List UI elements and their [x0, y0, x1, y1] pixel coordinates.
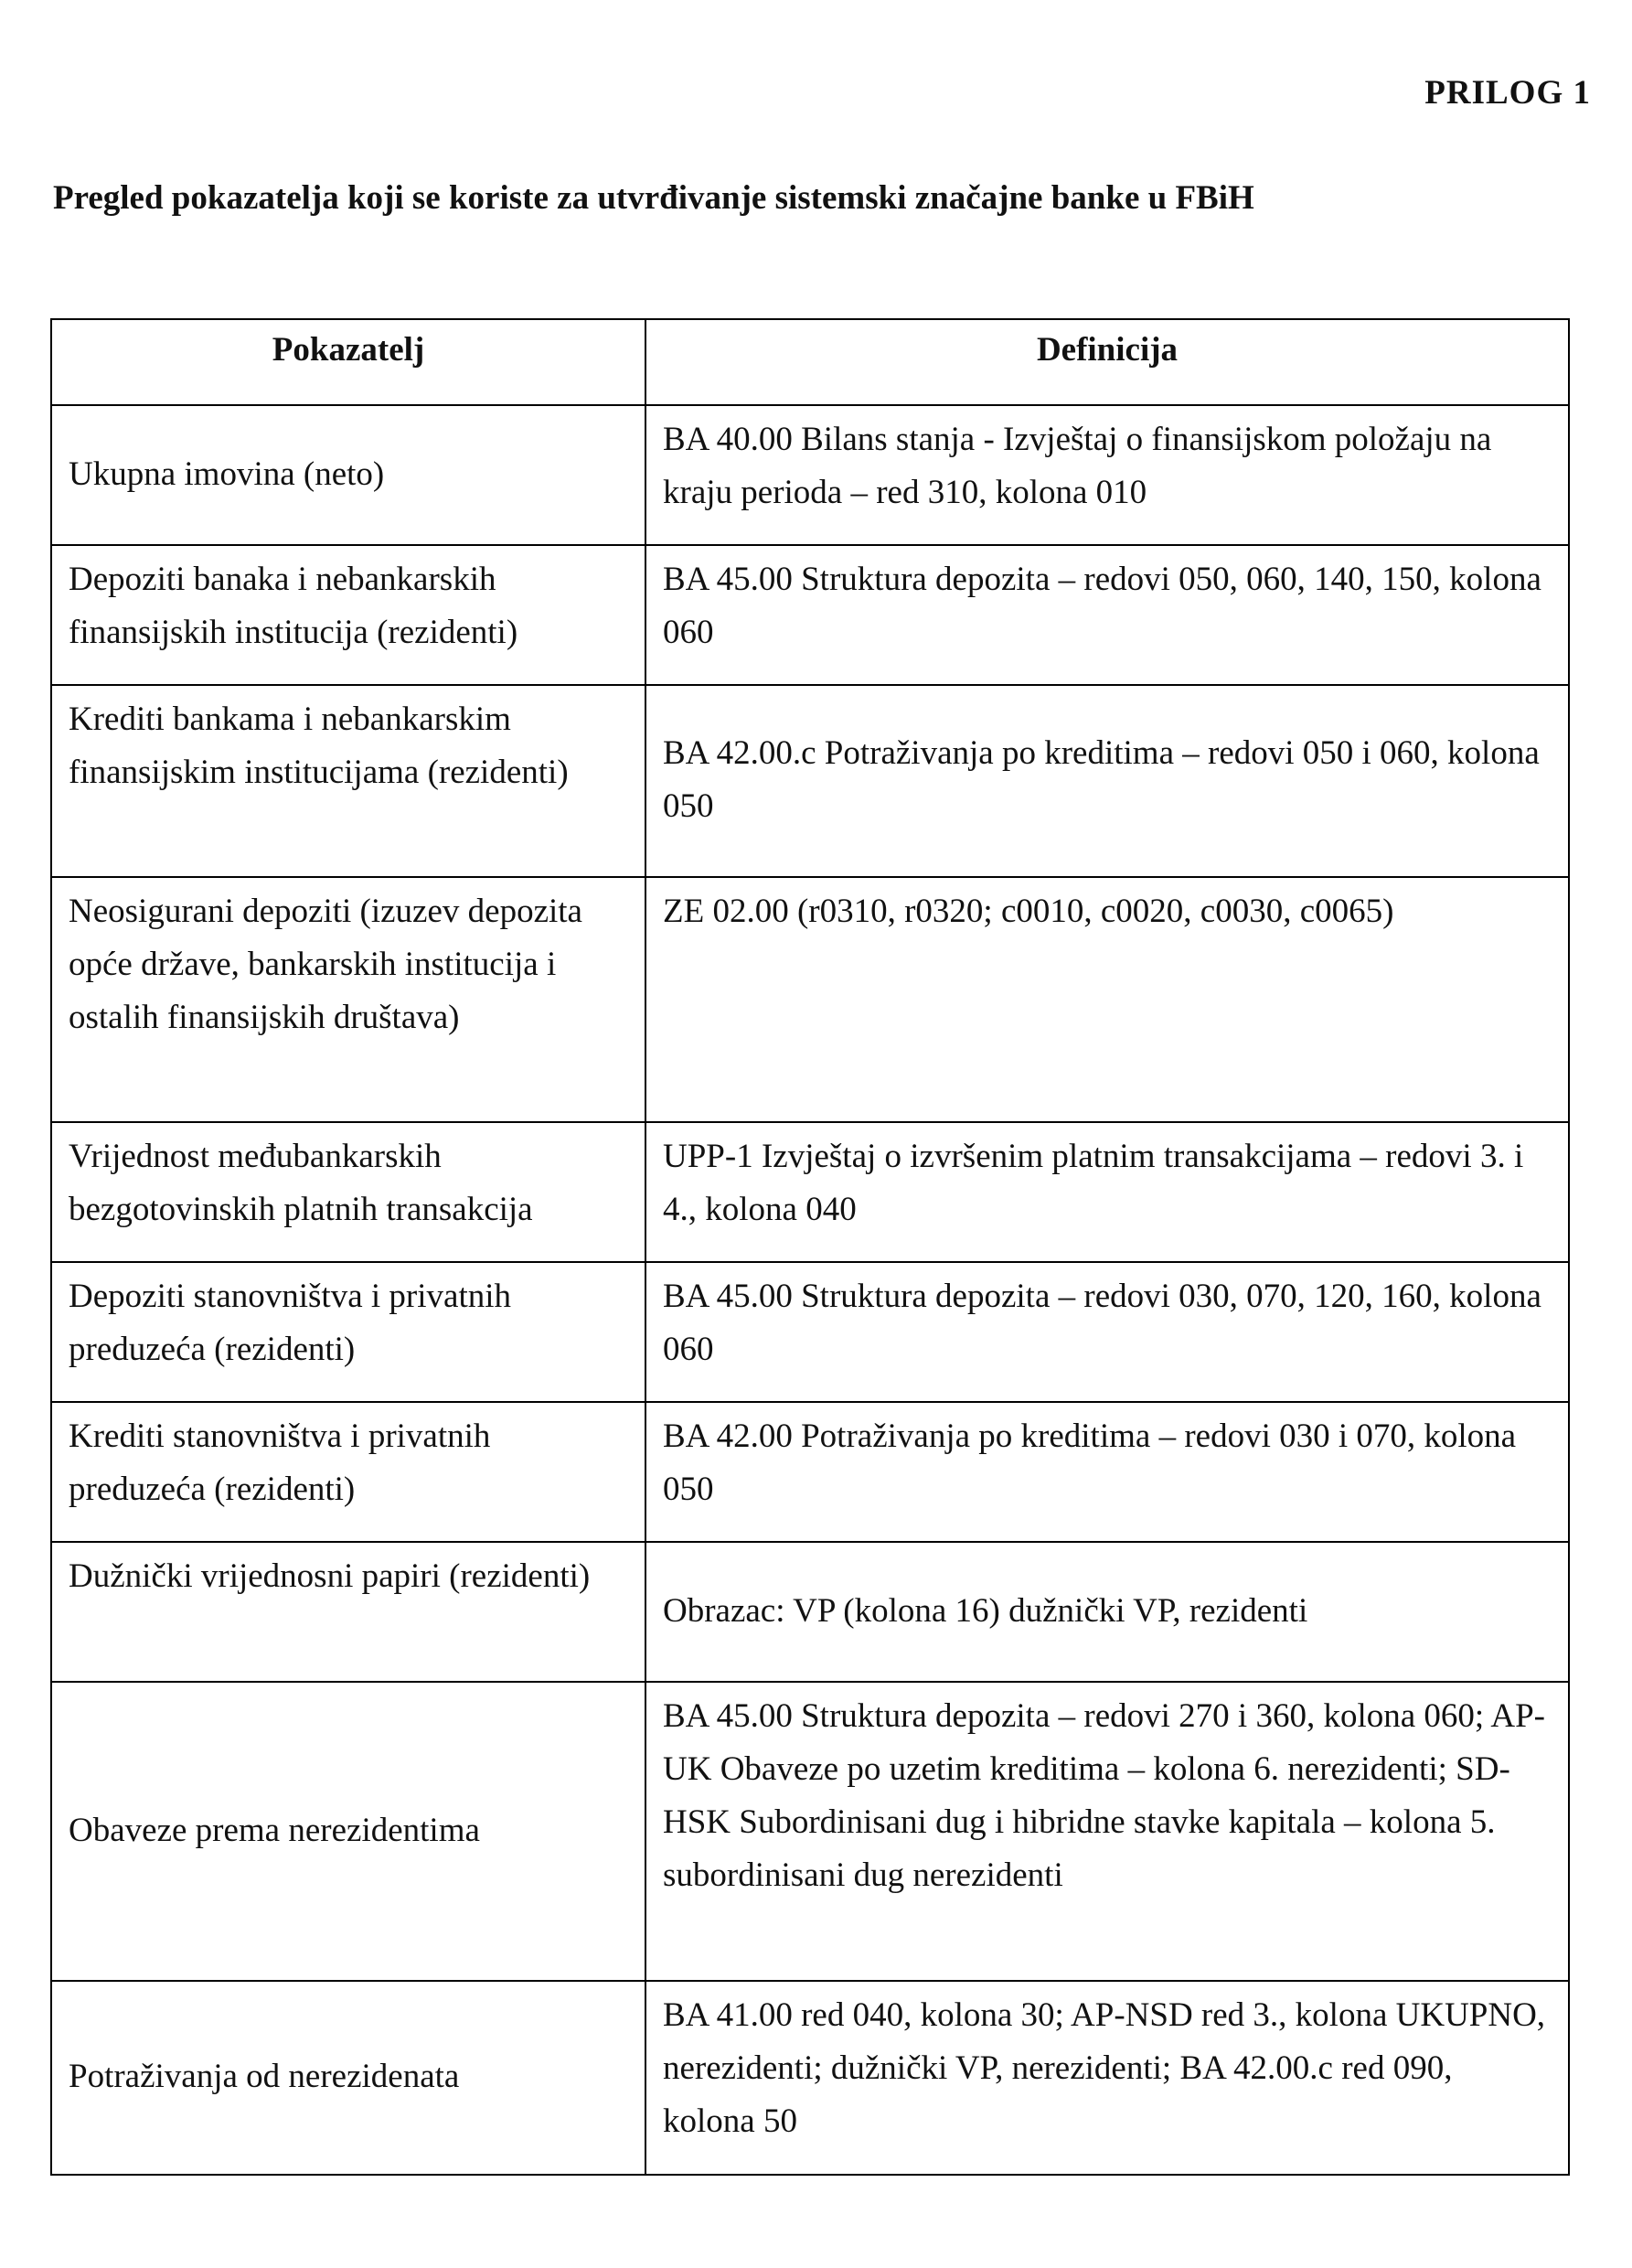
indicator-cell: Vrijednost međubankarskih bezgotovinskih platnih transakcija [51, 1122, 645, 1262]
indicator-cell: Obaveze prema nerezidentima [51, 1682, 645, 1981]
definition-cell: BA 45.00 Struktura depozita – redovi 270 i 360, kolona 060; AP-UK Obaveze po uzetim kreditima – kolona 6. nerezidenti; SD-HSK Subordinisani dug i hibridne stavke kapitala – kolona 5. subordinisani dug nerezidenti [645, 1682, 1569, 1981]
definition-cell: BA 42.00.c Potraživanja po kreditima – redovi 050 i 060, kolona 050 [645, 685, 1569, 877]
annex-label: PRILOG 1 [1424, 74, 1591, 112]
header-indicator: Pokazatelj [51, 319, 645, 405]
indicator-cell: Depoziti stanovništva i privatnih preduzeća (rezidenti) [51, 1262, 645, 1402]
indicator-cell: Krediti stanovništva i privatnih preduzeća (rezidenti) [51, 1402, 645, 1542]
table-row [51, 1682, 1569, 1981]
indicator-cell: Krediti bankama i nebankarskim finansijskim institucijama (rezidenti) [51, 685, 645, 877]
table-row [51, 1262, 1569, 1402]
indicator-cell: Depoziti banaka i nebankarskih finansijskih institucija (rezidenti) [51, 545, 645, 685]
definition-cell: ZE 02.00 (r0310, r0320; c0010, c0020, c0030, c0065) [645, 877, 1569, 1122]
document-title: Pregled pokazatelja koji se koriste za utvrđivanje sistemski značajne banke u FBiH [53, 179, 1254, 217]
definition-cell: BA 45.00 Struktura depozita – redovi 050, 060, 140, 150, kolona 060 [645, 545, 1569, 685]
table-row [51, 1542, 1569, 1682]
indicator-cell: Dužnički vrijednosni papiri (rezidenti) [51, 1542, 645, 1682]
definition-cell: BA 40.00 Bilans stanja - Izvještaj o finansijskom položaju na kraju perioda – red 310, kolona 010 [645, 405, 1569, 545]
definition-cell: BA 41.00 red 040, kolona 30; AP-NSD red 3., kolona UKUPNO, nerezidenti; dužnički VP, nerezidenti; BA 42.00.c red 090, kolona 50 [645, 1981, 1569, 2175]
indicator-cell: Neosigurani depoziti (izuzev depozita opće države, bankarskih institucija i ostalih finansijskih društava) [51, 877, 645, 1122]
definition-cell: UPP-1 Izvještaj o izvršenim platnim transakcijama – redovi 3. i 4., kolona 040 [645, 1122, 1569, 1262]
indicators-table [50, 318, 1570, 2176]
table-row [51, 685, 1569, 877]
definition-cell: BA 45.00 Struktura depozita – redovi 030, 070, 120, 160, kolona 060 [645, 1262, 1569, 1402]
table-row [51, 1981, 1569, 2175]
indicator-cell: Ukupna imovina (neto) [51, 405, 645, 545]
table-row [51, 1402, 1569, 1542]
definition-cell: BA 42.00 Potraživanja po kreditima – redovi 030 i 070, kolona 050 [645, 1402, 1569, 1542]
table-row [51, 545, 1569, 685]
table-row [51, 877, 1569, 1122]
table-header-row [51, 319, 1569, 405]
table-row [51, 405, 1569, 545]
definition-cell: Obrazac: VP (kolona 16) dužnički VP, rezidenti [645, 1542, 1569, 1682]
indicator-cell: Potraživanja od nerezidenata [51, 1981, 645, 2175]
indicators-table-container [50, 318, 1568, 2176]
header-definition: Definicija [645, 319, 1569, 405]
table-row [51, 1122, 1569, 1262]
